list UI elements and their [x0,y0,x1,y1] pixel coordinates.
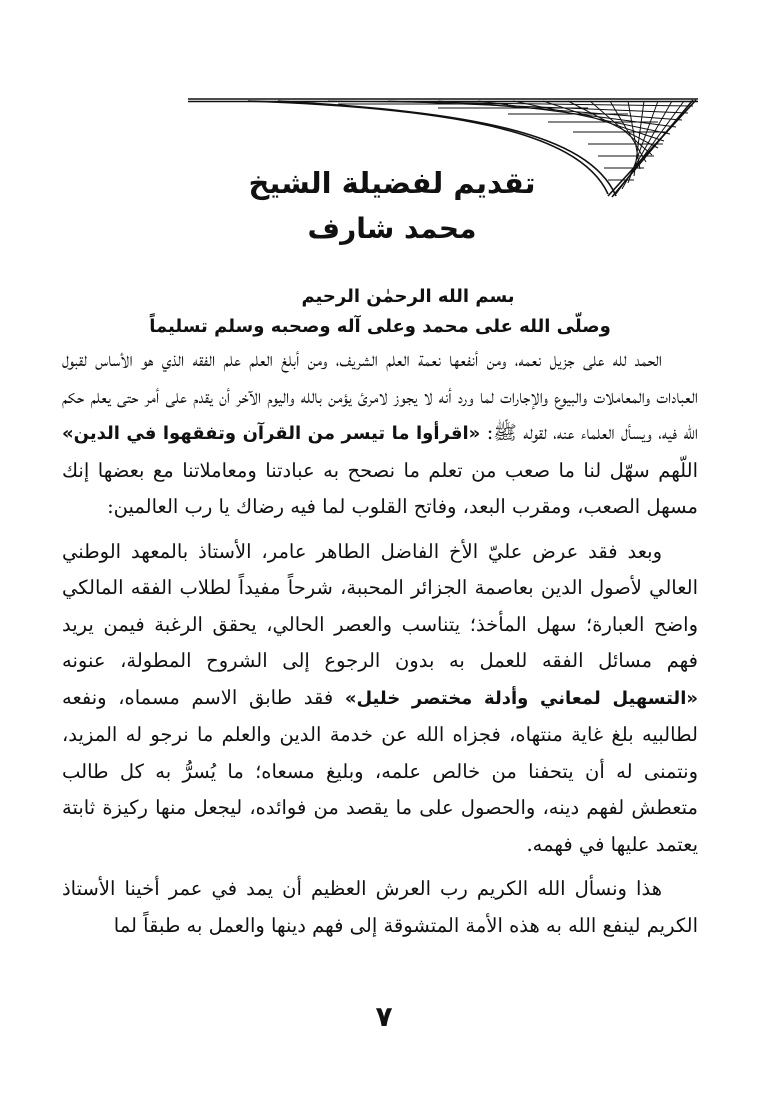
body-text [62,342,698,952]
paragraph-2 [62,534,698,864]
page-subtitle-author: محمد شارف [307,212,477,245]
paragraph-3: هذا ونسأل الله الكريم رب العرش العظيم أن يمد في عمر أخينا الأستاذ الكريم لينفع الله به هذه الأمة المتشوقة إلى فهم دينها والعمل به طبقاً لما [62,877,698,937]
book-title: «التسهيل لمعاني وأدلة مختصر خليل» [344,687,698,709]
paragraph-2-text-a: وبعد فقد عرض عليّ الأخ الفاضل الطاهر عامر، الأستاذ بالمعهد الوطني العالي لأصول الدين بعاصمة الجزائر المحببة، شرحاً مفيداً لطلاب الفقه المالكي واضح العبارة؛ سهل المأخذ؛ يتناسب والعصر الحالي، يحقق الرغبة فيمن يريد فهم مسائل الفقه للعمل به بدون الرجوع إلى الشروح المطولة، عنونه [62,539,698,672]
basmala-line: بسم الله الرحمٰن الرحيم [301,286,515,307]
hadith-quote: «اقرأوا ما تيسر من القرآن وتفقهوا في الدين» [62,423,481,444]
paragraph-1-text-b: اللّهم سهّل لنا ما صعب من تعلم ما نصحح به عبادتنا ومعاملاتنا مع بعضها إنك مسهل الصعب، ومقرب البعد، وفاتح القلوب لما فيه رضاك يا رب العالمين: [62,458,698,518]
paragraph-1 [62,342,698,526]
salawat-line: وصلّى الله على محمد وعلى آله وصحبه وسلم تسليماً [149,316,611,337]
page-number: ٧ [375,1000,393,1033]
paragraph-1-text-a: الحمد لله على جزيل نعمه، ومن أنفعها نعمة العلم الشريف، ومن أبلغ العلم علم الفقه الذي هو الأساس لقبول العبادات والمعاملات والبيوع والإجارات لما ورد أنه لا يجوز لامرئ يؤمن بالله واليوم الآخر أن يقدم على أمر حتى يعلم حكم الله فيه، ويسأل العلماء عنه، لقوله ﷺ: [62,348,698,444]
paragraph-2-text-b: فقد طابق الاسم مسماه، ونفعه لطالبيه بلغ غاية منتهاه، فجزاه الله عن خدمة الدين والعلم ما نرجو له المزيد، ونتمنى له أن يتحفنا من خالص علمه، وبليغ مسعاه؛ ما يُسرُّ به كل طالب متعطش لفهم دينه، والحصول على ما يقصد من فوائده، ليجعل منها ركيزة ثابتة يعتمد عليها في فهمه. [62,685,698,856]
page-title: تقديم لفضيلة الشيخ [248,166,536,200]
